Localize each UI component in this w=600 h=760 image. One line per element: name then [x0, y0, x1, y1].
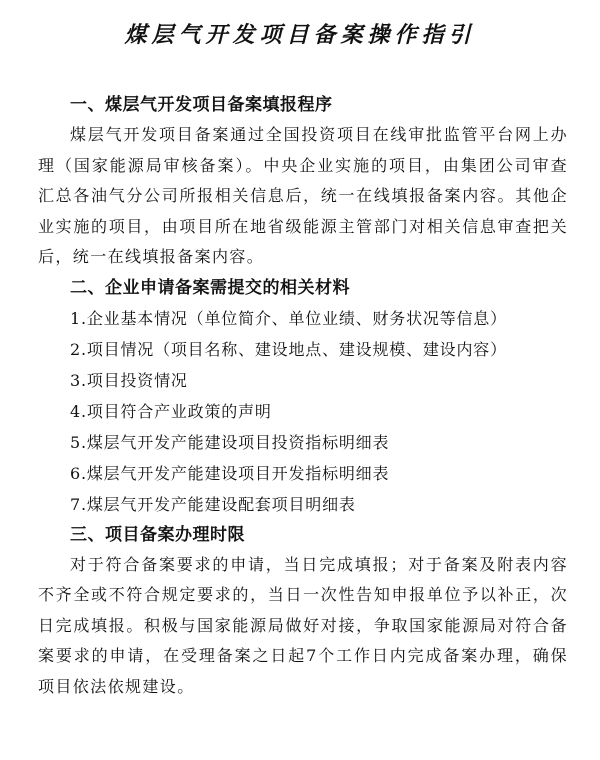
list-item: 5.煤层气开发产能建设项目投资指标明细表	[70, 432, 390, 452]
list-item: 7.煤层气开发产能建设配套项目明细表	[70, 494, 356, 514]
section-heading-processing-time: 三、项目备案办理时限	[70, 524, 245, 545]
required-materials-list	[38, 303, 568, 520]
section-paragraph-filing-procedure: 煤层气开发项目备案通过全国投资项目在线审批监管平台网上办理（国家能源局审核备案）。中央企业实施的项目，由集团公司审查汇总各油气分公司所报相关信息后，统一在线填报备案内容。其他企业实施的项目，由项目所在地省级能源主管部门对相关信息审查把关后，统一在线填报备案内容。	[38, 125, 568, 266]
list-item: 2.项目情况（项目名称、建设地点、建设规模、建设内容）	[70, 339, 507, 359]
list-item: 3.项目投资情况	[70, 370, 188, 390]
list-item: 1.企业基本情况（单位简介、单位业绩、财务状况等信息）	[70, 308, 507, 328]
document-title: 煤层气开发项目备案操作指引	[124, 23, 476, 48]
section-paragraph-processing-time: 对于符合备案要求的申请，当日完成填报；对于备案及附表内容不齐全或不符合规定要求的，当日一次性告知申报单位予以补正，次日完成填报。积极与国家能源局做好对接，争取国家能源局对符合备案要求的申请，在受理备案之日起7个工作日内完成备案办理，确保项目依法依规建设。	[38, 554, 568, 696]
section-heading-required-materials: 二、企业申请备案需提交的相关材料	[70, 277, 350, 298]
section-heading-filing-procedure: 一、煤层气开发项目备案填报程序	[70, 95, 333, 115]
document-body	[38, 90, 568, 702]
list-item: 4.项目符合产业政策的声明	[70, 401, 272, 421]
list-item: 6.煤层气开发产能建设项目开发指标明细表	[70, 463, 390, 483]
